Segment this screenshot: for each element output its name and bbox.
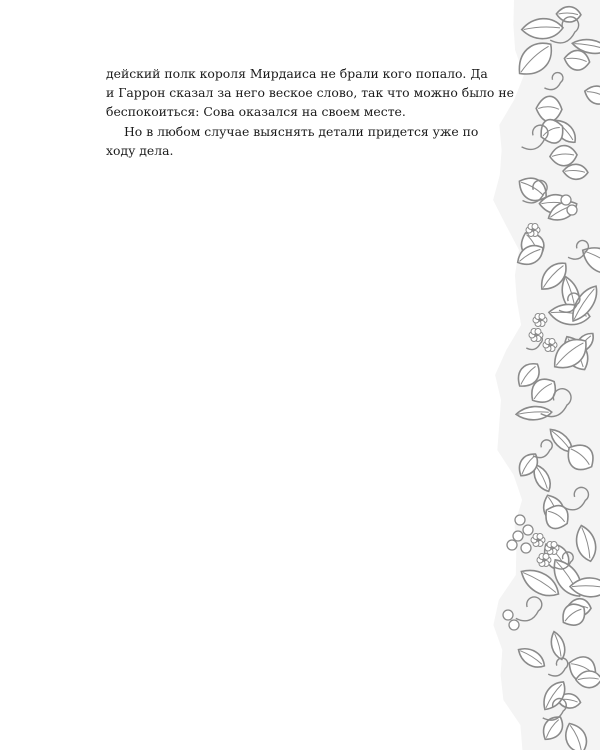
paragraph-2 (106, 122, 479, 160)
berry (509, 620, 519, 630)
floral-border-svg (478, 0, 600, 750)
flower-center (542, 558, 546, 562)
berry (567, 205, 577, 215)
flower-center (531, 228, 535, 232)
flower-center (538, 318, 542, 322)
text-line: Но в любом случае выяснять детали придется уже по (124, 123, 479, 139)
flower-center (548, 343, 552, 347)
floral-border-ornament (478, 0, 600, 750)
berry (523, 525, 533, 535)
text-line: беспокоиться: Сова оказался на своем месте. (106, 104, 406, 120)
text-line: ходу дела. (106, 142, 174, 158)
berry (513, 531, 523, 541)
berry (503, 610, 513, 620)
flower-center (550, 546, 554, 550)
text-line: дейский полк короля Мирдаиса не брали кого попало. Да (106, 66, 488, 81)
text-line: и Гаррон сказал за него веское слово, так что можно было не (106, 85, 514, 101)
berry (521, 543, 531, 553)
body-text (106, 64, 514, 160)
paragraph-1 (106, 64, 514, 122)
flower-center (534, 333, 538, 337)
berry (515, 515, 525, 525)
berry (507, 540, 517, 550)
flower-center (536, 538, 540, 542)
berry (561, 195, 571, 205)
